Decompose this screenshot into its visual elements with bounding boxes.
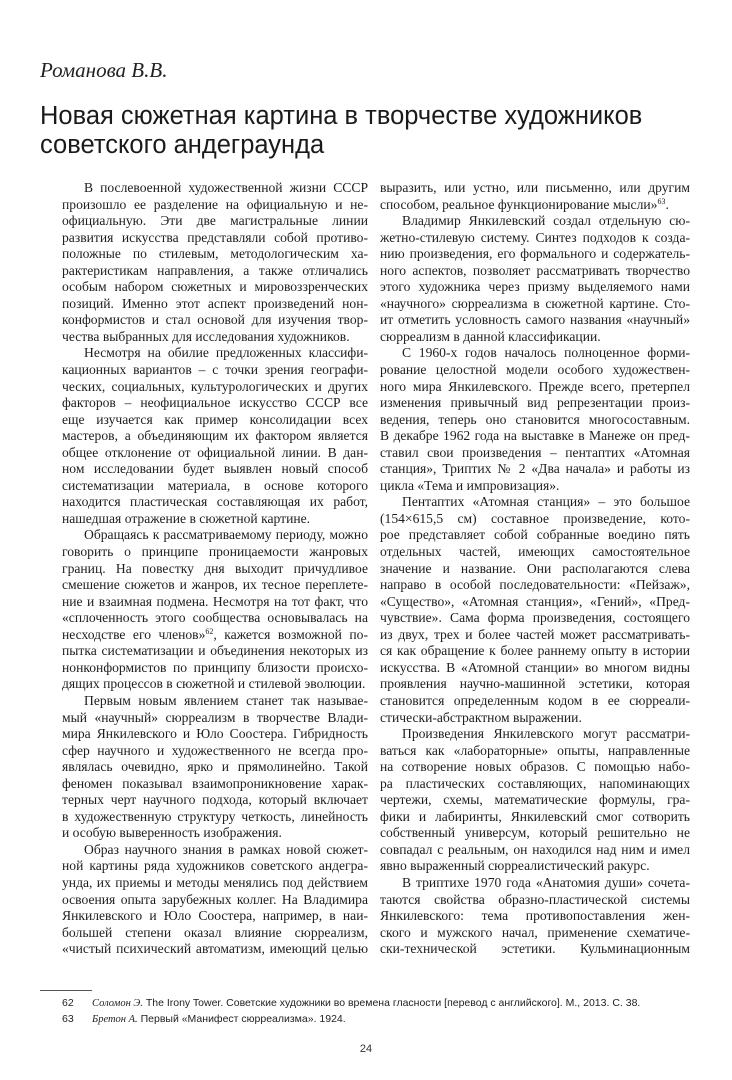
text-line: и особую выверенность изображения.: [62, 825, 282, 841]
text-line: являлась очевидно, ярко и прямолинейно. Такой: [62, 759, 368, 775]
paragraph: [62, 842, 368, 958]
text-line: границ. На повестку дня выходит причудливое: [62, 560, 368, 576]
text-line: Пентаптих «Атомная станция» – это большое: [402, 494, 690, 510]
footnote-author: Бретон А.: [92, 1014, 138, 1025]
text-line: станция», Триптих № 2 «Два начала» и работы из: [380, 461, 690, 477]
text-line: выразить, или устно, или письменно, или другим: [380, 180, 690, 195]
text-line: дящих процессов в сюжетной и стилевой эволюции.: [62, 676, 366, 692]
text-line: положные по стилевым, методологическим ха-: [62, 246, 368, 262]
text-line: особым набором сюжетных и мировоззренческих: [62, 279, 368, 295]
footnote-author: Соломон Э.: [92, 998, 143, 1009]
text-line: ра пластических составляющих, напоминающих: [380, 775, 690, 791]
text-line: фики и лабиринты, Янкилевский смог сотворить: [380, 808, 690, 824]
text-line: способом, реальное функционирование мысли»$^{63}$.: [380, 196, 669, 212]
text-line: таются свойства образно-пластической системы: [380, 891, 690, 907]
text-line: жетно-стилевую систему. Синтез подходов к созда-: [380, 229, 690, 245]
text-line: отдельных частей, имеющих самостоятельное: [380, 544, 690, 560]
text-line: ся как обращение к более раннему опыту в истории: [380, 643, 690, 659]
text-line: изменения привычный вид репрезентации произ-: [380, 395, 690, 411]
text-line: Владимир Янкилевский создал отдельную сю-: [402, 213, 690, 229]
text-line: рактеристикам направления, а также отличались: [62, 262, 368, 278]
article-title: [40, 102, 700, 160]
text-line: большей степени оказал влияние сюрреализм,: [62, 924, 368, 940]
text-line: мира Янкилевского и Юло Соостера. Гибридность: [62, 726, 368, 742]
left-text-column: [62, 180, 368, 958]
paragraph: [380, 180, 690, 213]
text-line: искусства. В «Атомной станции» во многом видны: [380, 659, 690, 675]
footnote-reference[interactable]: 63: [657, 196, 666, 206]
text-line: рое представляет собой собранные воедино пять: [380, 527, 690, 543]
text-line: мастеров, а объединяющим их фактором является: [62, 428, 368, 444]
text-line: значение и название. Они располагаются слева: [380, 560, 690, 576]
paragraph: [380, 494, 690, 726]
text-line: феномен показывал взаимопроникновение харак-: [62, 775, 368, 791]
text-line: кационных вариантов – с точки зрения географи-: [62, 362, 368, 378]
text-line: чертежи, схемы, математические формулы, гра-: [380, 792, 690, 808]
text-line: «Существо», «Атомная станция», «Гений», «Пред-: [380, 593, 690, 609]
text-line: «научного» сюрреализма в сюжетной картине. Сто-: [380, 295, 690, 311]
footnote-63: [62, 1013, 346, 1025]
text-line: ческих, социальных, культурологических и других: [62, 378, 368, 394]
footnote-text: Первый «Манифест сюрреализма». 1924.: [137, 1013, 346, 1025]
text-line: чества выбранных для исследования художников.: [62, 328, 350, 344]
text-line: официальную. Эти две магистральные линии: [62, 213, 368, 229]
text-line: Несмотря на обилие предложенных классифи-: [84, 345, 368, 361]
text-line: ведения, теперь оно становится многосоставным.: [380, 411, 690, 427]
text-line: совпадал с реальным, он находился над ним и имел: [380, 841, 690, 857]
text-line: систематизации материала, в основе которого: [62, 477, 368, 493]
text-line: ной картины ряда художников советского андегра-: [62, 858, 368, 874]
text-line: ваться как «лабораторные» опыты, направленные: [380, 742, 690, 758]
paragraph: [62, 693, 368, 842]
footnote-reference[interactable]: 62: [205, 626, 214, 636]
paragraph: [380, 213, 690, 345]
footnote-number: 63: [62, 1013, 74, 1025]
text-line: Образ научного знания в рамках новой сюжет-: [84, 841, 368, 857]
text-line: говорить о принципе проницаемости жанровых: [62, 544, 368, 560]
text-line: направо в особой последовательности: «Пейзаж»,: [380, 577, 690, 593]
title-line: советского андеграунда: [40, 131, 325, 159]
text-line: освоения опыта зарубежных коллег. На Владимира: [62, 891, 368, 907]
text-line: Янкилевского: тема противопоставления жен-: [380, 908, 690, 924]
text-line: рование целостной модели особого художествен-: [380, 362, 690, 378]
text-line: смешение сюжетов и жанров, их тесное переплете-: [62, 577, 368, 593]
right-text-column: [380, 180, 690, 958]
text-line: чувствие». Сама форма произведения, состоящего: [380, 610, 690, 626]
text-line: развития искусства представляли собой противо-: [62, 229, 368, 245]
text-line: сфер научного и художественного не всегда про-: [62, 742, 368, 758]
text-line: ного аспектов, позволяет рассматривать творчество: [380, 262, 690, 278]
text-line: произошло ее разделение на официальную и не-: [62, 196, 368, 212]
text-line: этого художника через призму выделяемого нами: [380, 279, 690, 295]
text-line: унда, их приемы и методы менялись под действием: [62, 874, 368, 890]
page-number: 24: [359, 1043, 373, 1055]
footnote-separator: [40, 990, 92, 991]
text-line: «сплоченность этого сообщества основывалась на: [62, 610, 368, 626]
text-line: мый «научный» сюрреализм в творчестве Влади-: [62, 709, 368, 725]
text-line: Первым новым явлением станет так называе-: [84, 692, 368, 708]
text-line: собственный универсум, который решительно не: [380, 825, 690, 841]
text-line: Обращаясь к рассматриваемому периоду, можно: [84, 527, 368, 543]
paragraph: [380, 726, 690, 875]
text-line: проявления научно-машинной эстетики, которая: [380, 676, 690, 692]
text-line: еще изучается как пример консолидации всех: [62, 411, 368, 427]
text-line: нию произведения, его формального и содержатель-: [380, 246, 690, 262]
text-line: Янкилевского и Юло Соостера, например, в наи-: [62, 908, 368, 924]
text-line: ного мира Янкилевского. Прежде всего, претерпел: [380, 378, 690, 394]
footnote-text: The Irony Tower. Советские художники во времена гласности [перевод с английского]. М., 2013. С. 38.: [142, 997, 641, 1009]
text-line: из двух, трех и более частей может рассматривать-: [380, 626, 690, 642]
text-line: общее отклонение от официальной линии. В дан-: [62, 444, 368, 460]
text-line: С 1960-х годов началось полноценное форми-: [402, 345, 690, 361]
text-line: ставил свои произведения – пентаптих «Атомная: [380, 444, 690, 460]
text-line: (154×615,5 см) составное произведение, кото-: [380, 510, 690, 526]
text-line: позиций. Именно этот аспект произведений нон-: [62, 295, 368, 311]
footnote-number: 62: [62, 997, 74, 1009]
paragraph: [62, 180, 368, 345]
text-line: В триптихе 1970 года «Анатомия души» сочета-: [402, 874, 690, 890]
paragraph: [380, 875, 690, 958]
text-line: В послевоенной художественной жизни СССР: [84, 180, 368, 195]
text-line: терных черт научного подхода, который включает: [62, 792, 368, 808]
text-line: стически-абстрактном выражении.: [380, 709, 582, 725]
text-line: на сотворение новых образов. С помощью набо-: [380, 759, 690, 775]
text-line: «чистый психический автоматизм, имеющий целью: [62, 941, 368, 957]
text-line: находится пластическая составляющая их работ,: [62, 494, 368, 510]
text-line: конформистов и стал основой для изучения твор-: [62, 312, 368, 328]
text-line: цикла «Тема и импровизация».: [380, 477, 560, 493]
paragraph: [62, 527, 368, 692]
text-line: ского и мужского начал, применение схематиче-: [380, 924, 690, 940]
author-name: Романова В.В.: [40, 58, 168, 82]
text-line: факторов – неофициальное искусство СССР все: [62, 395, 368, 411]
text-line: ит отметить условность самого названия «научный»: [380, 312, 690, 328]
text-line: ски-технической эстетики. Кульминационным: [380, 941, 690, 957]
title-line: Новая сюжетная картина в творчестве художников: [40, 102, 643, 130]
paragraph: [380, 345, 690, 494]
text-line: В декабре 1962 года на выставке в Манеже он пред-: [380, 428, 690, 444]
text-line: нашедшая отражение в сюжетной картине.: [62, 510, 311, 526]
text-line: явно выраженный сюрреалистический ракурс.: [380, 858, 650, 874]
text-line: ние и взаимная подмена. Несмотря на тот факт, что: [62, 593, 368, 609]
paragraph: [62, 345, 368, 527]
text-line: пытка систематизации и объединения некоторых из: [62, 643, 368, 659]
text-line: становится определенным кодом в ее сюрреали-: [380, 692, 690, 708]
text-line: сюрреализм в данной классификации.: [380, 328, 601, 344]
text-line: нонконформистов по принципу близости происхо-: [62, 659, 368, 675]
text-line: в художественную структуру четкость, линейность: [62, 808, 368, 824]
text-line: несходстве его членов»$^{62}$, кажется возможной по-: [62, 626, 368, 642]
text-line: ном исследовании будет выявлен новый способ: [62, 461, 368, 477]
text-line: Произведения Янкилевского могут рассматри-: [402, 726, 690, 742]
footnote-62: [62, 997, 640, 1009]
